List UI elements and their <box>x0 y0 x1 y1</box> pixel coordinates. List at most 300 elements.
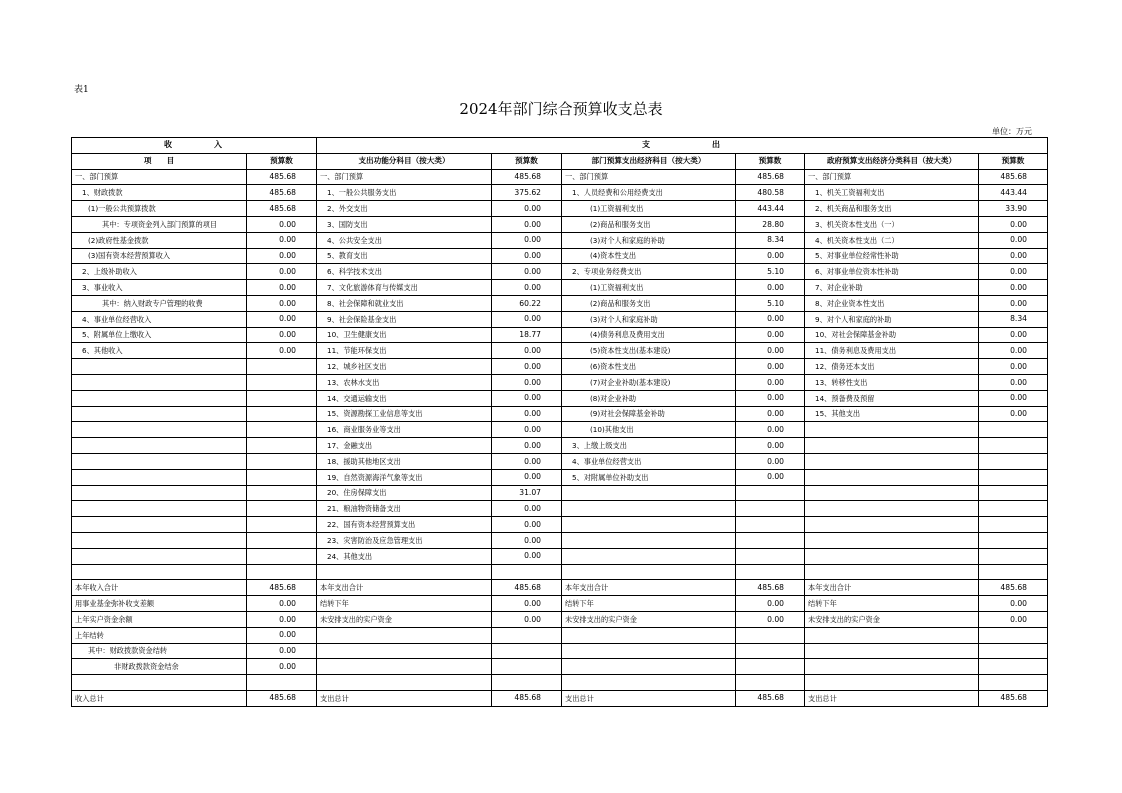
func-amount: 485.68 <box>492 169 562 185</box>
table-row <box>72 343 1048 359</box>
econ-gov-item <box>805 469 979 485</box>
table-row <box>72 548 1048 564</box>
econ-dept-item: (1)工资福利支出 <box>562 201 736 217</box>
econ-dept-amount: 0.00 <box>736 611 805 627</box>
econ-gov-item <box>805 564 979 580</box>
econ-dept-item: (7)对企业补助(基本建设) <box>562 374 736 390</box>
col-header-amount: 预算数 <box>979 153 1048 169</box>
table-row <box>72 422 1048 438</box>
income-amount <box>247 359 317 375</box>
income-item <box>72 517 247 533</box>
income-amount: 0.00 <box>247 264 317 280</box>
func-item: 20、住房保障支出 <box>317 485 492 501</box>
income-amount: 0.00 <box>247 216 317 232</box>
income-item: 收入总计 <box>72 690 247 706</box>
econ-gov-item <box>805 422 979 438</box>
func-amount: 0.00 <box>492 390 562 406</box>
econ-dept-item <box>562 548 736 564</box>
income-item: 一、部门预算 <box>72 169 247 185</box>
income-item: 3、事业收入 <box>72 280 247 296</box>
econ-gov-amount: 485.68 <box>979 169 1048 185</box>
income-item <box>72 438 247 454</box>
col-header-func: 支出功能分科目（按大类） <box>317 153 492 169</box>
table-row <box>72 232 1048 248</box>
table-row <box>72 659 1048 675</box>
income-item <box>72 359 247 375</box>
econ-dept-item: (3)对个人和家庭的补助 <box>562 232 736 248</box>
income-amount: 0.00 <box>247 327 317 343</box>
func-item: 8、社会保障和就业支出 <box>317 295 492 311</box>
func-item: 2、外交支出 <box>317 201 492 217</box>
econ-gov-item: 7、对企业补助 <box>805 280 979 296</box>
econ-gov-amount: 0.00 <box>979 327 1048 343</box>
table-row <box>72 643 1048 659</box>
col-header-item: 项 目 <box>72 153 247 169</box>
table-body <box>72 138 1048 707</box>
econ-dept-item: 1、人员经费和公用经费支出 <box>562 185 736 201</box>
econ-gov-amount <box>979 643 1048 659</box>
income-amount <box>247 517 317 533</box>
econ-gov-item: 支出总计 <box>805 690 979 706</box>
table-row <box>72 627 1048 643</box>
econ-gov-item <box>805 675 979 691</box>
income-amount <box>247 438 317 454</box>
func-amount: 31.07 <box>492 485 562 501</box>
income-item <box>72 485 247 501</box>
econ-gov-item <box>805 501 979 517</box>
econ-dept-amount: 0.00 <box>736 596 805 612</box>
econ-gov-item: 8、对企业资本性支出 <box>805 295 979 311</box>
income-amount <box>247 501 317 517</box>
func-amount: 0.00 <box>492 359 562 375</box>
econ-gov-amount: 0.00 <box>979 596 1048 612</box>
income-amount <box>247 548 317 564</box>
col-header-econ-dept: 部门预算支出经济科目（按大类） <box>562 153 736 169</box>
econ-gov-amount <box>979 564 1048 580</box>
table-row <box>72 596 1048 612</box>
table-number: 表1 <box>74 85 89 95</box>
econ-dept-amount: 0.00 <box>736 311 805 327</box>
func-item: 19、自然资源海洋气象等支出 <box>317 469 492 485</box>
func-item: 18、援助其他地区支出 <box>317 453 492 469</box>
table-row <box>72 564 1048 580</box>
func-item: 4、公共安全支出 <box>317 232 492 248</box>
table-row <box>72 611 1048 627</box>
table-row <box>72 690 1048 706</box>
func-amount <box>492 659 562 675</box>
func-amount <box>492 564 562 580</box>
econ-gov-item <box>805 548 979 564</box>
func-amount <box>492 627 562 643</box>
econ-gov-amount: 0.00 <box>979 406 1048 422</box>
page-title: 2024年部门综合预算收支总表 <box>459 100 663 118</box>
income-amount: 485.68 <box>247 185 317 201</box>
econ-gov-amount <box>979 438 1048 454</box>
func-item <box>317 627 492 643</box>
econ-dept-amount: 5.10 <box>736 295 805 311</box>
econ-dept-amount: 0.00 <box>736 327 805 343</box>
table-row <box>72 390 1048 406</box>
econ-dept-item <box>562 501 736 517</box>
econ-dept-amount: 28.80 <box>736 216 805 232</box>
func-item: 9、社会保险基金支出 <box>317 311 492 327</box>
func-item: 1、一般公共服务支出 <box>317 185 492 201</box>
func-item: 6、科学技术支出 <box>317 264 492 280</box>
income-amount: 0.00 <box>247 248 317 264</box>
econ-gov-item <box>805 627 979 643</box>
table-row <box>72 406 1048 422</box>
income-item: (3)国有资本经营预算收入 <box>72 248 247 264</box>
func-item: 15、资源勘探工业信息等支出 <box>317 406 492 422</box>
econ-dept-amount: 485.68 <box>736 169 805 185</box>
econ-dept-item: (9)对社会保障基金补助 <box>562 406 736 422</box>
func-amount: 0.00 <box>492 216 562 232</box>
income-amount: 0.00 <box>247 643 317 659</box>
econ-dept-amount: 0.00 <box>736 422 805 438</box>
econ-dept-item <box>562 485 736 501</box>
table-row <box>72 453 1048 469</box>
econ-dept-amount: 485.68 <box>736 580 805 596</box>
func-item <box>317 643 492 659</box>
econ-dept-amount: 8.34 <box>736 232 805 248</box>
income-item <box>72 469 247 485</box>
table-row <box>72 201 1048 217</box>
econ-gov-item <box>805 643 979 659</box>
econ-gov-item: 2、机关商品和服务支出 <box>805 201 979 217</box>
func-amount: 0.00 <box>492 469 562 485</box>
econ-dept-amount: 0.00 <box>736 248 805 264</box>
econ-gov-amount: 0.00 <box>979 295 1048 311</box>
col-header-amount: 预算数 <box>492 153 562 169</box>
table-row <box>72 280 1048 296</box>
econ-dept-item: 未安排支出的实户资金 <box>562 611 736 627</box>
table-row <box>72 374 1048 390</box>
func-amount: 0.00 <box>492 280 562 296</box>
income-amount: 0.00 <box>247 232 317 248</box>
func-item: 22、国有资本经营预算支出 <box>317 517 492 533</box>
econ-dept-amount <box>736 501 805 517</box>
econ-gov-amount <box>979 501 1048 517</box>
income-amount <box>247 469 317 485</box>
econ-dept-item: 5、对附属单位补助支出 <box>562 469 736 485</box>
income-item: 5、附属单位上缴收入 <box>72 327 247 343</box>
table-row <box>72 469 1048 485</box>
econ-gov-amount: 0.00 <box>979 374 1048 390</box>
func-amount <box>492 643 562 659</box>
econ-gov-amount: 0.00 <box>979 390 1048 406</box>
econ-gov-amount <box>979 485 1048 501</box>
col-header-amount: 预算数 <box>736 153 805 169</box>
func-amount: 18.77 <box>492 327 562 343</box>
table-row <box>72 359 1048 375</box>
func-item <box>317 659 492 675</box>
econ-gov-amount: 0.00 <box>979 216 1048 232</box>
income-amount <box>247 532 317 548</box>
econ-gov-item: 6、对事业单位资本性补助 <box>805 264 979 280</box>
econ-gov-amount <box>979 453 1048 469</box>
table-row <box>72 216 1048 232</box>
econ-dept-amount: 0.00 <box>736 343 805 359</box>
func-amount: 0.00 <box>492 532 562 548</box>
income-item <box>72 501 247 517</box>
func-amount: 0.00 <box>492 548 562 564</box>
income-item: 6、其他收入 <box>72 343 247 359</box>
income-amount: 0.00 <box>247 280 317 296</box>
econ-gov-amount <box>979 675 1048 691</box>
econ-dept-item: 一、部门预算 <box>562 169 736 185</box>
income-item <box>72 422 247 438</box>
table-row <box>72 248 1048 264</box>
func-item: 16、商业服务业等支出 <box>317 422 492 438</box>
econ-gov-amount: 0.00 <box>979 343 1048 359</box>
income-amount: 0.00 <box>247 295 317 311</box>
econ-dept-item <box>562 675 736 691</box>
econ-dept-item: (2)商品和服务支出 <box>562 216 736 232</box>
econ-dept-item: (4)资本性支出 <box>562 248 736 264</box>
econ-gov-amount <box>979 627 1048 643</box>
econ-gov-amount: 0.00 <box>979 248 1048 264</box>
func-item <box>317 564 492 580</box>
func-item: 11、节能环保支出 <box>317 343 492 359</box>
econ-gov-item: 本年支出合计 <box>805 580 979 596</box>
econ-dept-amount: 443.44 <box>736 201 805 217</box>
econ-gov-amount <box>979 469 1048 485</box>
econ-dept-amount <box>736 532 805 548</box>
income-amount: 0.00 <box>247 596 317 612</box>
income-amount: 485.68 <box>247 201 317 217</box>
table-row <box>72 532 1048 548</box>
income-amount <box>247 374 317 390</box>
econ-gov-item: 3、机关资本性支出（一） <box>805 216 979 232</box>
func-item: 14、交通运输支出 <box>317 390 492 406</box>
func-item: 10、卫生健康支出 <box>317 327 492 343</box>
func-item: 21、粮油物资储备支出 <box>317 501 492 517</box>
econ-dept-item <box>562 659 736 675</box>
func-amount: 485.68 <box>492 580 562 596</box>
table-row <box>72 675 1048 691</box>
income-item: 本年收入合计 <box>72 580 247 596</box>
econ-gov-amount: 443.44 <box>979 185 1048 201</box>
func-amount: 375.62 <box>492 185 562 201</box>
income-amount <box>247 390 317 406</box>
econ-gov-item: 14、预备费及预留 <box>805 390 979 406</box>
econ-dept-item: 结转下年 <box>562 596 736 612</box>
func-item: 支出总计 <box>317 690 492 706</box>
func-amount: 0.00 <box>492 406 562 422</box>
econ-gov-item: 一、部门预算 <box>805 169 979 185</box>
econ-dept-amount <box>736 627 805 643</box>
income-item <box>72 453 247 469</box>
col-header-econ-gov: 政府预算支出经济分类科目（按大类） <box>805 153 979 169</box>
table-row <box>72 438 1048 454</box>
income-item <box>72 374 247 390</box>
econ-gov-amount <box>979 422 1048 438</box>
econ-dept-amount <box>736 517 805 533</box>
econ-dept-item: 4、事业单位经营支出 <box>562 453 736 469</box>
income-item: 2、上级补助收入 <box>72 264 247 280</box>
econ-dept-amount: 0.00 <box>736 453 805 469</box>
income-amount <box>247 406 317 422</box>
econ-gov-item: 结转下年 <box>805 596 979 612</box>
func-amount: 0.00 <box>492 248 562 264</box>
table-row <box>72 327 1048 343</box>
table-row <box>72 485 1048 501</box>
func-item: 23、灾害防治及应急管理支出 <box>317 532 492 548</box>
income-item: 非财政拨款资金结余 <box>72 659 247 675</box>
func-item: 5、教育支出 <box>317 248 492 264</box>
income-amount: 485.68 <box>247 169 317 185</box>
income-item <box>72 390 247 406</box>
table-row <box>72 264 1048 280</box>
econ-gov-item <box>805 532 979 548</box>
econ-dept-item: 本年支出合计 <box>562 580 736 596</box>
econ-gov-amount: 0.00 <box>979 264 1048 280</box>
econ-gov-item: 15、其他支出 <box>805 406 979 422</box>
econ-dept-amount <box>736 675 805 691</box>
econ-dept-item: (10)其他支出 <box>562 422 736 438</box>
func-item: 24、其他支出 <box>317 548 492 564</box>
table-row <box>72 169 1048 185</box>
column-header-row <box>72 153 1048 169</box>
econ-gov-item: 10、对社会保障基金补助 <box>805 327 979 343</box>
econ-dept-item: (8)对企业补助 <box>562 390 736 406</box>
econ-dept-item: 支出总计 <box>562 690 736 706</box>
econ-gov-amount <box>979 659 1048 675</box>
econ-gov-amount <box>979 548 1048 564</box>
income-amount: 485.68 <box>247 580 317 596</box>
econ-dept-amount: 480.58 <box>736 185 805 201</box>
income-item: 用事业基金弥补收支差额 <box>72 596 247 612</box>
econ-gov-item: 13、转移性支出 <box>805 374 979 390</box>
func-amount: 0.00 <box>492 501 562 517</box>
income-section-header: 收 入 <box>72 138 317 154</box>
econ-dept-item: (5)资本性支出(基本建设) <box>562 343 736 359</box>
income-amount <box>247 564 317 580</box>
func-amount: 0.00 <box>492 343 562 359</box>
econ-dept-item <box>562 532 736 548</box>
econ-gov-item: 1、机关工资福利支出 <box>805 185 979 201</box>
income-item: 上年实户资金余额 <box>72 611 247 627</box>
func-amount: 60.22 <box>492 295 562 311</box>
econ-dept-amount: 485.68 <box>736 690 805 706</box>
table-row <box>72 517 1048 533</box>
income-amount: 0.00 <box>247 659 317 675</box>
econ-gov-amount: 0.00 <box>979 611 1048 627</box>
func-amount: 0.00 <box>492 422 562 438</box>
func-amount: 0.00 <box>492 374 562 390</box>
income-item: 4、事业单位经营收入 <box>72 311 247 327</box>
table-row <box>72 295 1048 311</box>
income-item <box>72 675 247 691</box>
econ-dept-amount: 5.10 <box>736 264 805 280</box>
func-item: 17、金融支出 <box>317 438 492 454</box>
income-item: (2)政府性基金拨款 <box>72 232 247 248</box>
econ-gov-item <box>805 453 979 469</box>
col-header-amount: 预算数 <box>247 153 317 169</box>
income-amount <box>247 422 317 438</box>
func-amount: 0.00 <box>492 201 562 217</box>
econ-dept-amount: 0.00 <box>736 359 805 375</box>
income-item <box>72 548 247 564</box>
econ-dept-amount: 0.00 <box>736 406 805 422</box>
table-row <box>72 501 1048 517</box>
func-item: 12、城乡社区支出 <box>317 359 492 375</box>
func-item <box>317 675 492 691</box>
income-amount <box>247 675 317 691</box>
econ-dept-item: (1)工资福利支出 <box>562 280 736 296</box>
income-item: 上年结转 <box>72 627 247 643</box>
econ-gov-amount: 0.00 <box>979 232 1048 248</box>
table-row <box>72 311 1048 327</box>
func-item: 未安排支出的实户资金 <box>317 611 492 627</box>
econ-dept-item: (6)资本性支出 <box>562 359 736 375</box>
func-item: 13、农林水支出 <box>317 374 492 390</box>
econ-dept-item <box>562 517 736 533</box>
econ-dept-item <box>562 627 736 643</box>
econ-gov-item: 11、债务利息及费用支出 <box>805 343 979 359</box>
econ-gov-item <box>805 517 979 533</box>
econ-gov-amount: 485.68 <box>979 580 1048 596</box>
func-amount: 0.00 <box>492 438 562 454</box>
income-amount <box>247 453 317 469</box>
income-amount <box>247 485 317 501</box>
income-item: 其中：纳入财政专户管理的收费 <box>72 295 247 311</box>
econ-gov-item: 4、机关资本性支出（二） <box>805 232 979 248</box>
income-item <box>72 406 247 422</box>
func-item: 本年支出合计 <box>317 580 492 596</box>
income-item: 其中：专项资金列入部门预算的项目 <box>72 216 247 232</box>
econ-gov-item: 12、债务还本支出 <box>805 359 979 375</box>
econ-gov-amount: 0.00 <box>979 359 1048 375</box>
func-amount: 0.00 <box>492 596 562 612</box>
econ-gov-amount: 33.90 <box>979 201 1048 217</box>
income-amount: 0.00 <box>247 627 317 643</box>
econ-gov-amount <box>979 532 1048 548</box>
econ-gov-item <box>805 438 979 454</box>
econ-dept-item <box>562 564 736 580</box>
func-item: 7、文化旅游体育与传媒支出 <box>317 280 492 296</box>
econ-gov-amount: 8.34 <box>979 311 1048 327</box>
econ-gov-item <box>805 485 979 501</box>
econ-dept-amount <box>736 659 805 675</box>
func-amount: 0.00 <box>492 517 562 533</box>
income-item <box>72 564 247 580</box>
econ-gov-amount <box>979 517 1048 533</box>
income-item: (1)一般公共预算拨款 <box>72 201 247 217</box>
econ-gov-item: 5、对事业单位经常性补助 <box>805 248 979 264</box>
func-amount: 0.00 <box>492 311 562 327</box>
econ-gov-item: 未安排支出的实户资金 <box>805 611 979 627</box>
income-item: 1、财政拨款 <box>72 185 247 201</box>
econ-dept-item: (4)债务利息及费用支出 <box>562 327 736 343</box>
budget-table <box>71 137 1048 707</box>
section-header-row <box>72 138 1048 154</box>
income-amount: 485.68 <box>247 690 317 706</box>
econ-dept-amount <box>736 485 805 501</box>
econ-dept-amount: 0.00 <box>736 469 805 485</box>
econ-gov-amount: 485.68 <box>979 690 1048 706</box>
econ-dept-amount: 0.00 <box>736 374 805 390</box>
table-row <box>72 580 1048 596</box>
econ-dept-amount: 0.00 <box>736 390 805 406</box>
econ-dept-amount <box>736 564 805 580</box>
expense-section-header: 支 出 <box>317 138 1048 154</box>
econ-gov-item: 9、对个人和家庭的补助 <box>805 311 979 327</box>
func-amount: 485.68 <box>492 690 562 706</box>
econ-dept-amount: 0.00 <box>736 438 805 454</box>
econ-dept-item <box>562 643 736 659</box>
func-item: 结转下年 <box>317 596 492 612</box>
